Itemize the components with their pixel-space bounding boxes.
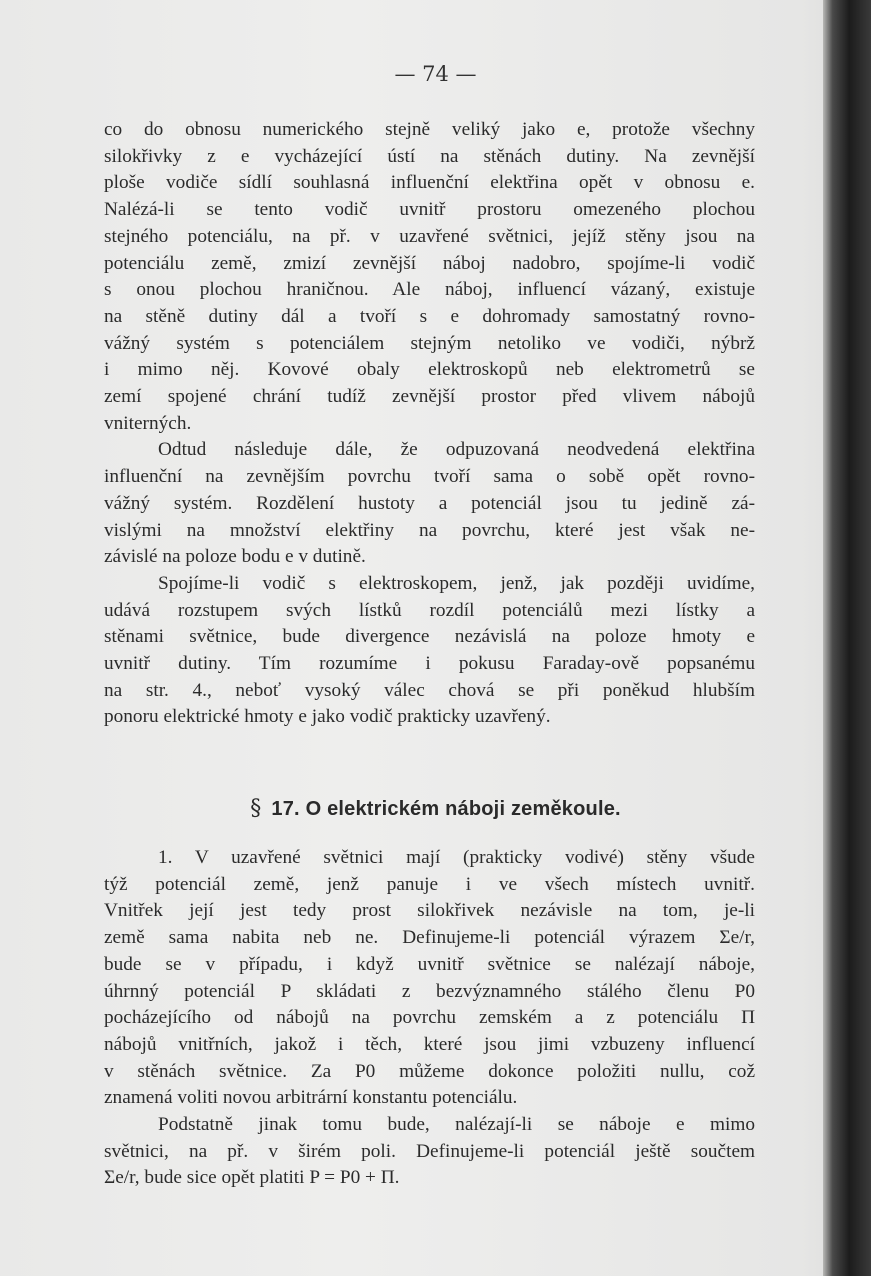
- text-line: i mimo něj. Kovové obaly elektroskopů neb elektrometrů se: [104, 359, 755, 381]
- text-line: s onou plochou hraničnou. Ale náboj, influencí vázaný, existuje: [104, 279, 755, 301]
- text-line: ploše vodiče sídlí souhlasná influenční elektřina opět v obnosu e.: [104, 172, 755, 194]
- text-line: Nalézá-li se tento vodič uvnitř prostoru omezeného plochou: [104, 199, 755, 221]
- text-line: stejného potenciálu, na př. v uzavřené světnici, jejíž stěny jsou na: [104, 225, 755, 247]
- text-line: země sama nabita neb ne. Definujeme-li potenciál výrazem Σe/r,: [104, 927, 755, 949]
- text-line: Odtud následuje dále, že odpuzovaná neodvedená elektřina: [158, 439, 755, 461]
- text-line: zemí spojené chrání tudíž zevnější prostor před vlivem nábojů: [104, 386, 755, 408]
- text-line: vislými na množství elektřiny na povrchu, které jest však ne-: [104, 519, 755, 541]
- text-line: bude se v případu, i když uvnitř světnice se nalézají náboje,: [104, 953, 755, 975]
- text-line: vniterných.: [104, 412, 192, 434]
- text-line: 1. V uzavřené světnici mají (prakticky vodivé) stěny všude: [158, 847, 755, 868]
- section-heading: [0, 796, 871, 821]
- text-line: světnici, na př. v širém poli. Definujeme-li potenciál ještě součtem: [104, 1140, 755, 1162]
- body-text-part2: [104, 845, 755, 1192]
- text-line: udává rozstupem svých lístků rozdíl potenciálů mezi lístky a: [104, 599, 755, 621]
- text-line: závislé na poloze bodu e v dutině.: [104, 546, 366, 568]
- text-line: v stěnách světnice. Za P0 můžeme dokonce položiti nullu, což: [104, 1060, 755, 1082]
- page-number: — 74 —: [394, 62, 477, 86]
- text-line: znamená voliti novou arbitrární konstantu potenciálu.: [104, 1087, 518, 1109]
- text-line: ponoru elektrické hmoty e jako vodič prakticky uzavřený.: [104, 706, 551, 728]
- text-line: Σe/r, bude sice opět platiti P = P0 + Π.: [104, 1167, 400, 1189]
- text-line: na stěně dutiny dál a tvoří s e dohromady samostatný rovno-: [104, 305, 755, 327]
- body-text-part1: [104, 117, 755, 731]
- text-line: týž potenciál země, jenž panuje i ve všech místech uvnitř.: [104, 873, 755, 895]
- text-line: potenciálu země, zmizí zevnější náboj nadobro, spojíme-li vodič: [104, 252, 755, 274]
- text-line: Podstatně jinak tomu bude, nalézají-li se náboje e mimo: [158, 1114, 755, 1136]
- text-line: silokřivky z e vycházející ústí na stěnách dutiny. Na zevnější: [104, 145, 755, 167]
- text-line: uvnitř dutiny. Tím rozumíme i pokusu Faraday-ově popsanému: [104, 653, 755, 675]
- text-line: influenční na zevnějším povrchu tvoří sama o sobě opět rovno-: [104, 466, 755, 488]
- section-title: 17. O elektrickém náboji zeměkoule.: [271, 798, 621, 820]
- book-spine-shadow: [823, 0, 871, 1276]
- text-line: úhrnný potenciál P skládati z bezvýznamného stálého členu P0: [104, 980, 755, 1002]
- text-line: Spojíme-li vodič s elektroskopem, jenž, jak později uvidíme,: [158, 572, 755, 594]
- section-symbol: §: [250, 796, 262, 821]
- text-line: vážný systém s potenciálem stejným netoliko ve vodiči, nýbrž: [104, 332, 755, 354]
- text-line: vážný systém. Rozdělení hustoty a potenciál jsou tu jedině zá-: [104, 492, 755, 514]
- text-line: stěnami světnice, bude divergence nezávislá na poloze hmoty e: [104, 626, 755, 648]
- text-line: na str. 4., neboť vysoký válec chová se při poněkud hlubším: [104, 679, 755, 701]
- text-line: nábojů vnitřních, jakož i těch, které jsou jimi vzbuzeny influencí: [104, 1033, 755, 1055]
- text-line: pocházejícího od nábojů na povrchu zemském a z potenciálu Π: [104, 1007, 755, 1029]
- text-line: co do obnosu numerického stejně veliký jako e, protože všechny: [104, 119, 755, 140]
- text-line: Vnitřek její jest tedy prost silokřivek nezávisle na tom, je-li: [104, 900, 755, 922]
